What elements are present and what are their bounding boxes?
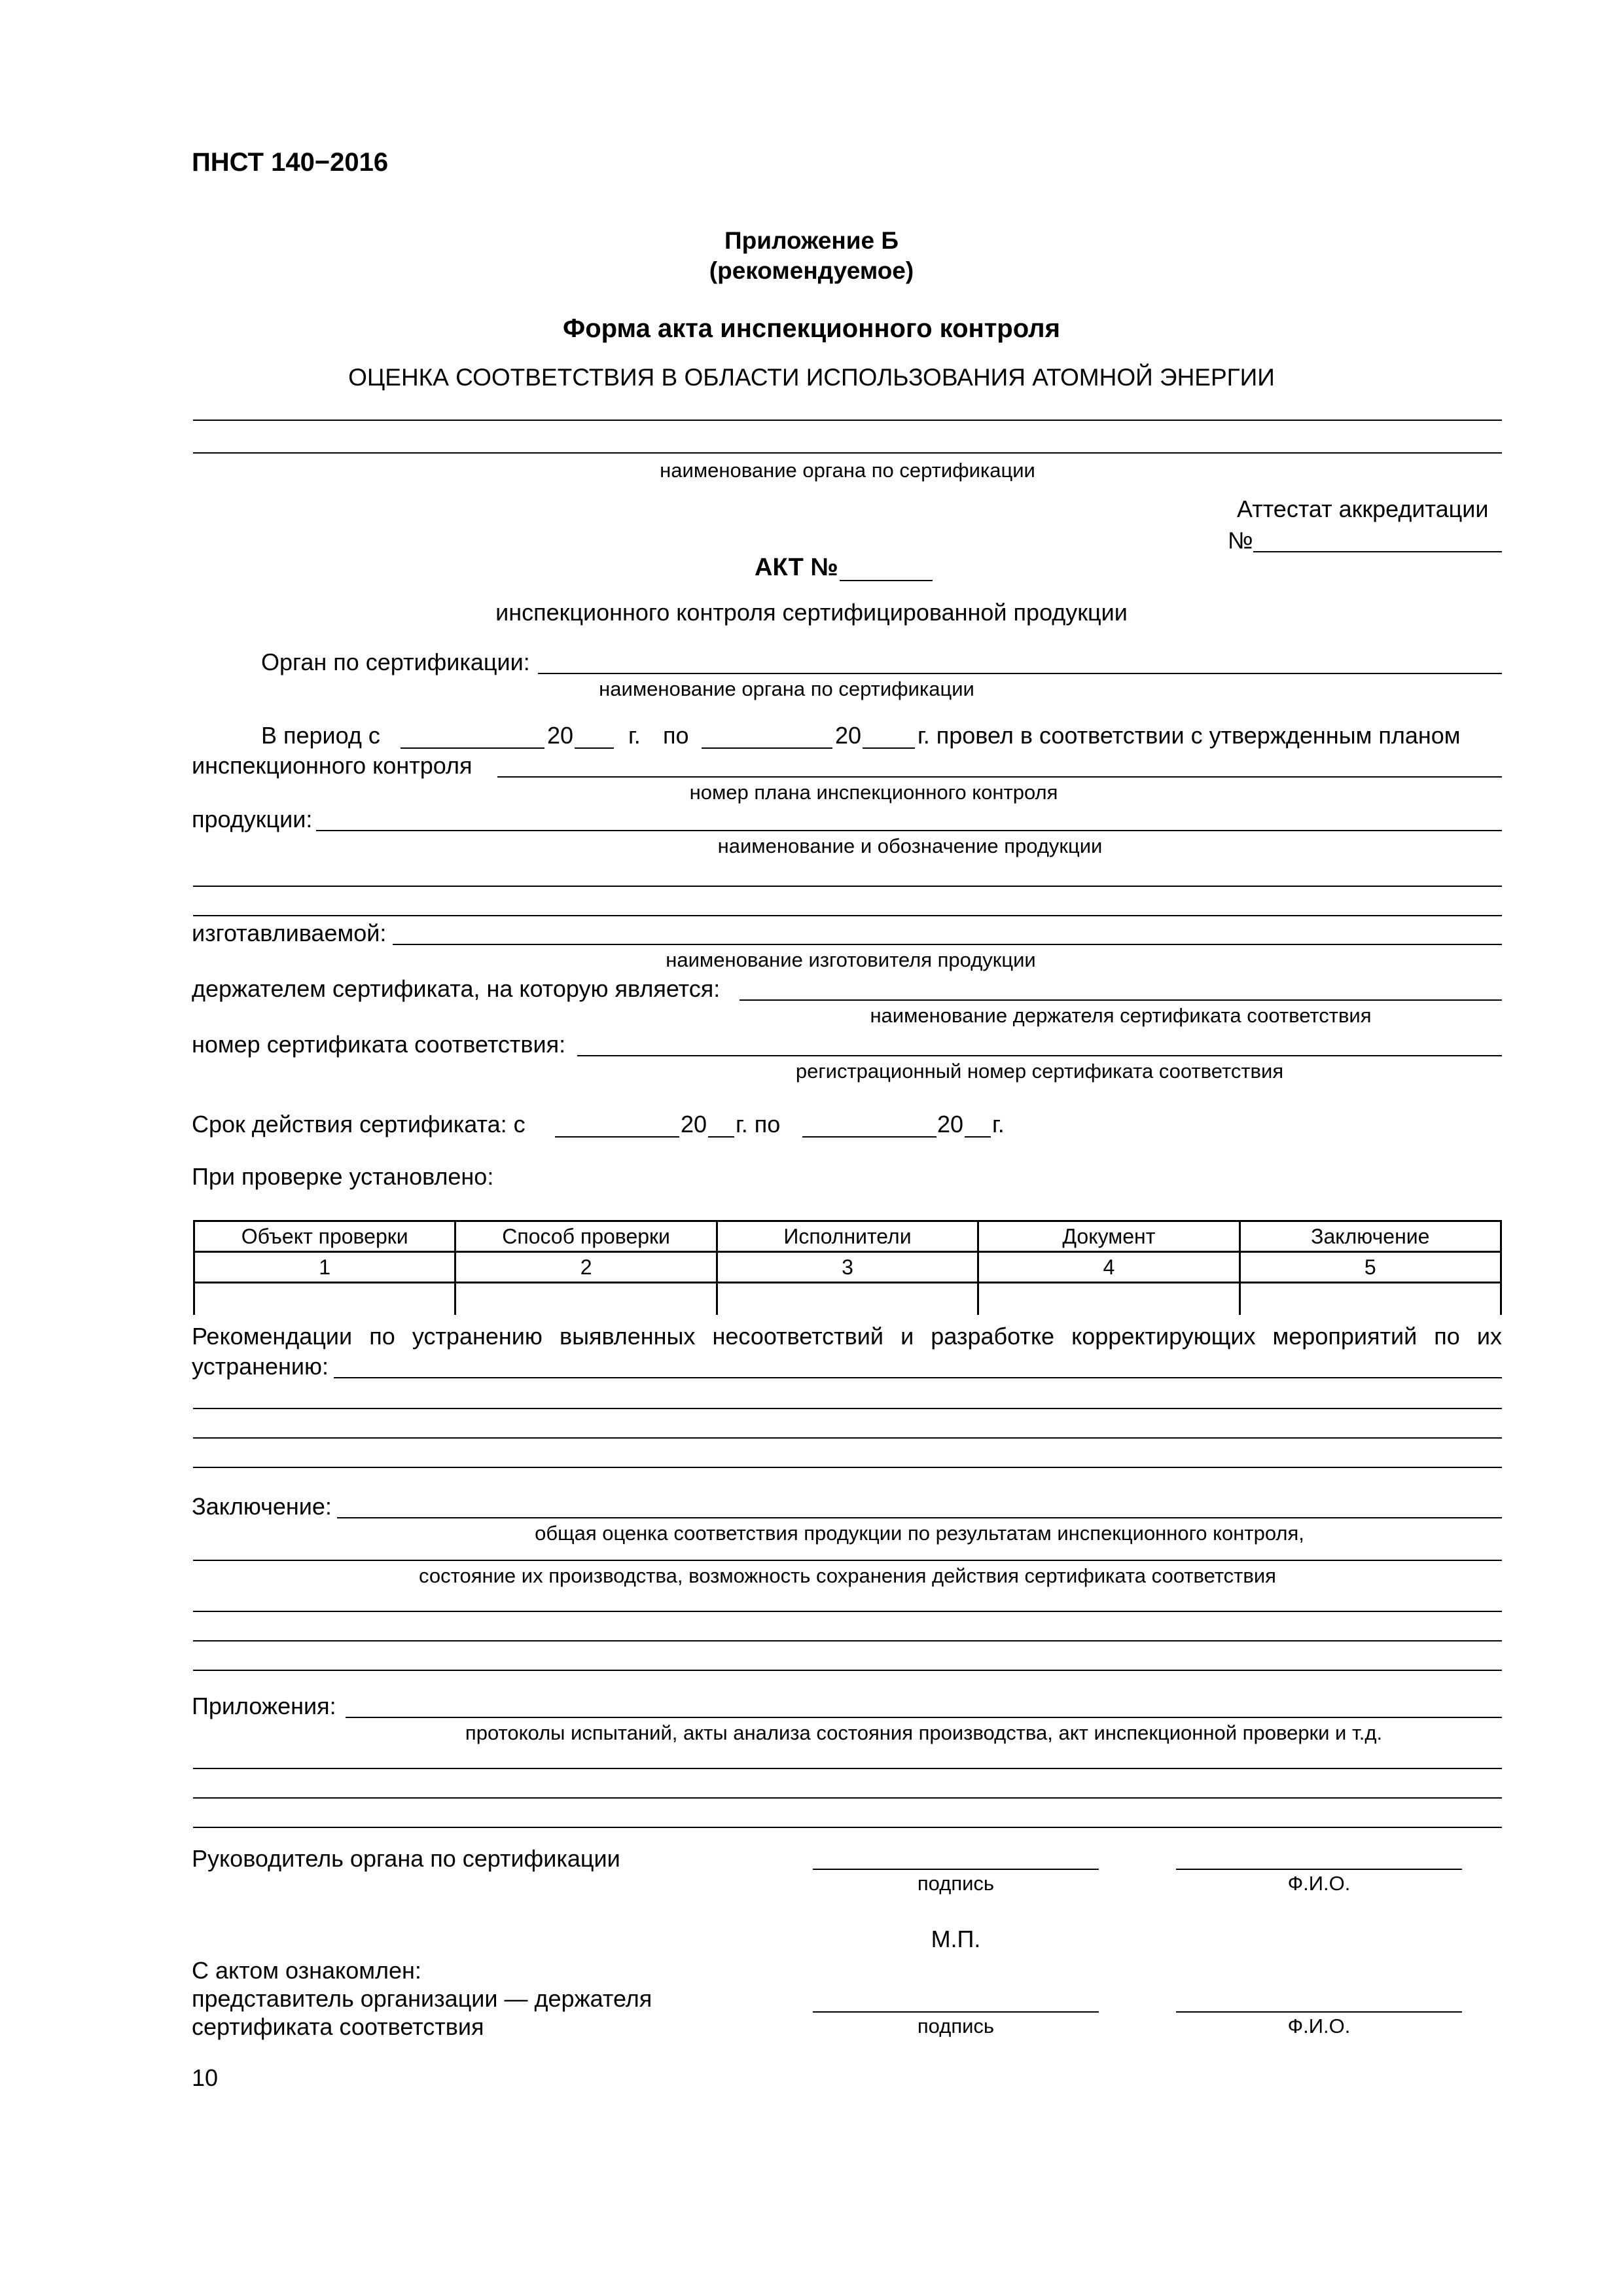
page-number: 10 — [192, 2064, 219, 2091]
validity-start-line — [555, 1136, 679, 1138]
caption-name: Ф.И.О. — [1287, 1872, 1351, 1895]
representative-line-2: сертификата соответствия — [192, 2013, 484, 2040]
blank-line — [193, 1611, 1502, 1612]
blank-line — [193, 1560, 1502, 1561]
validity-year-2: 20 — [937, 1111, 964, 1138]
caption-attachments: протоколы испытаний, акты анализа состояния производства, акт инспекционной проверки и т.д. — [465, 1721, 1383, 1744]
table-header-object: Объект проверки — [194, 1221, 455, 1252]
recommendations-line-1: Рекомендации по устранению выявленных несоответствий и разработке корректирующих мероприятий по их — [192, 1323, 1502, 1350]
attachments-line — [346, 1717, 1502, 1718]
subject-heading: ОЦЕНКА СООТВЕТСТВИЯ В ОБЛАСТИ ИСПОЛЬЗОВАНИЯ АТОМНОЙ ЭНЕРГИИ — [348, 364, 1275, 391]
recommendations-line-2: устранению: — [192, 1353, 329, 1380]
blank-line — [193, 452, 1502, 454]
head-name-line — [1176, 1869, 1462, 1870]
year-suffix-2: г. провел в соответствии с утвержденным планом — [918, 722, 1461, 749]
table-header-document: Документ — [978, 1221, 1240, 1252]
blank-line — [193, 915, 1502, 916]
holder-label: держателем сертификата, на которую является: — [192, 975, 721, 1002]
table-cell — [455, 1283, 717, 1316]
head-signature-line — [813, 1869, 1099, 1870]
appendix-status: (рекомендуемое) — [709, 257, 914, 284]
cert-body-label: Орган по сертификации: — [261, 649, 530, 675]
blank-line — [193, 1670, 1502, 1671]
acquainted-label: С актом ознакомлен: — [192, 1957, 421, 1984]
inspection-label: инспекционного контроля — [192, 752, 473, 779]
caption-product-name: наименование и обозначение продукции — [717, 834, 1103, 857]
blank-line — [193, 1467, 1502, 1468]
caption-signature: подпись — [917, 1872, 995, 1895]
caption-manufacturer: наименование изготовителя продукции — [666, 948, 1036, 971]
cert-number-line — [577, 1055, 1502, 1056]
table-cell — [717, 1283, 978, 1316]
accreditation-number-sign: № — [1228, 527, 1253, 554]
conclusion-line — [337, 1517, 1502, 1518]
table-column-number: 1 — [194, 1252, 455, 1283]
appendix-title: Приложение Б — [724, 227, 899, 254]
period-to: по — [663, 722, 689, 749]
form-title: Форма акта инспекционного контроля — [563, 314, 1060, 343]
year-prefix-1: 20 — [547, 722, 574, 749]
caption-signature-2: подпись — [917, 2015, 995, 2037]
act-title: АКТ № — [755, 554, 838, 581]
validity-year-line-2 — [965, 1136, 991, 1138]
holder-line — [740, 999, 1502, 1001]
blank-line — [193, 1768, 1502, 1769]
inspection-table — [193, 1220, 1502, 1315]
table-header-performers: Исполнители — [717, 1221, 978, 1252]
table-column-number: 4 — [978, 1252, 1240, 1283]
table-cell — [194, 1283, 455, 1316]
table-column-number: 2 — [455, 1252, 717, 1283]
blank-line — [193, 1437, 1502, 1439]
caption-conclusion-2: состояние их производства, возможность сохранения действия сертификата соответствия — [419, 1564, 1276, 1587]
accreditation-number-line — [1253, 551, 1502, 552]
blank-line — [193, 1827, 1502, 1828]
period-end-line — [702, 747, 832, 749]
year-line-1 — [575, 747, 614, 749]
act-number-line — [840, 580, 933, 581]
year-line-2 — [863, 747, 915, 749]
table-column-number: 3 — [717, 1252, 978, 1283]
blank-line — [193, 1640, 1502, 1641]
accreditation-label: Аттестат аккредитации — [1237, 495, 1489, 522]
product-name-line — [316, 830, 1502, 831]
caption-cert-body: наименование органа по сертификации — [660, 459, 1035, 482]
manufactured-label: изготавливаемой: — [192, 920, 387, 946]
period-start-line — [401, 747, 544, 749]
period-prefix: В период с — [261, 722, 380, 749]
cert-number-label: номер сертификата соответствия: — [192, 1031, 566, 1058]
cert-body-line — [538, 673, 1502, 674]
caption-plan-number: номер плана инспекционного контроля — [689, 781, 1058, 804]
table-cell — [978, 1283, 1240, 1316]
document-code: ПНСТ 140−2016 — [192, 148, 389, 177]
table-header-method: Способ проверки — [455, 1221, 717, 1252]
caption-reg-number: регистрационный номер сертификата соответствия — [795, 1060, 1284, 1083]
validity-end-line — [802, 1136, 936, 1138]
head-label: Руководитель органа по сертификации — [192, 1845, 620, 1872]
conclusion-label: Заключение: — [192, 1493, 332, 1520]
validity-suffix: г. — [992, 1111, 1005, 1138]
recommendations-line — [334, 1377, 1502, 1378]
plan-number-line — [497, 776, 1502, 778]
year-suffix-1: г. — [628, 722, 641, 749]
caption-cert-body-2: наименование органа по сертификации — [599, 677, 974, 700]
representative-line-1: представитель организации — держателя — [192, 1985, 652, 2012]
validity-to: г. по — [736, 1111, 781, 1138]
table-column-number: 5 — [1240, 1252, 1501, 1283]
established-label: При проверке установлено: — [192, 1163, 494, 1190]
stamp-label: М.П. — [931, 1926, 981, 1952]
year-prefix-2: 20 — [835, 722, 862, 749]
validity-year-line-1 — [708, 1136, 734, 1138]
validity-year-1: 20 — [681, 1111, 707, 1138]
rep-name-line — [1176, 2011, 1462, 2013]
blank-line — [193, 1797, 1502, 1799]
manufacturer-line — [393, 944, 1502, 945]
blank-line — [193, 420, 1502, 421]
validity-prefix: Срок действия сертификата: с — [192, 1111, 526, 1138]
table-header-conclusion: Заключение — [1240, 1221, 1501, 1252]
products-label: продукции: — [192, 806, 313, 833]
caption-name-2: Ф.И.О. — [1287, 2015, 1351, 2037]
caption-holder: наименование держателя сертификата соответствия — [870, 1004, 1372, 1027]
blank-line — [193, 886, 1502, 887]
rep-signature-line — [813, 2011, 1099, 2013]
attachments-label: Приложения: — [192, 1693, 336, 1719]
table-cell — [1240, 1283, 1501, 1316]
caption-conclusion-1: общая оценка соответствия продукции по результатам инспекционного контроля, — [535, 1522, 1304, 1545]
blank-line — [193, 1408, 1502, 1409]
act-subtitle: инспекционного контроля сертифицированной продукции — [495, 599, 1128, 626]
